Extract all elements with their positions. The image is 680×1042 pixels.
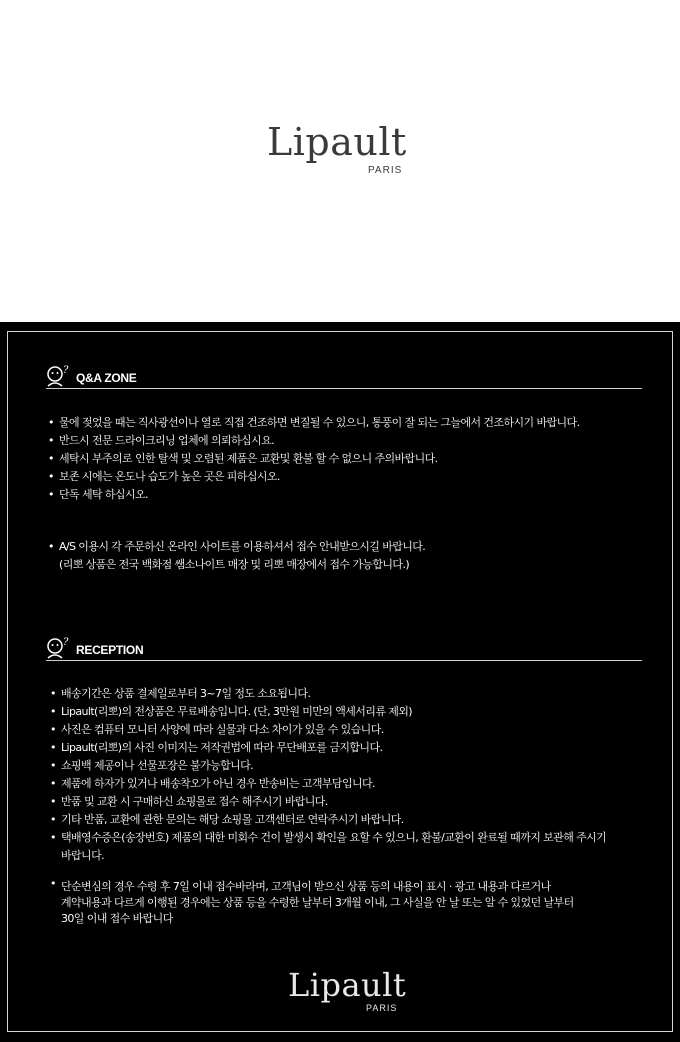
reception-item: • 사진은 컴퓨터 모니터 사양에 따라 실물과 다소 차이가 있을 수 있습니다. <box>50 723 384 736</box>
qa-item: • 물에 젖었을 때는 직사광선이나 열로 직접 건조하면 변질될 수 있으니, 통풍이 잘 되는 그늘에서 건조하시기 바랍니다. <box>48 416 580 429</box>
refund-notice-cont: 30일 이내 접수 바랍니다 <box>61 912 173 925</box>
help-person-icon <box>46 364 72 388</box>
reception-title: RECEPTION <box>76 643 144 657</box>
qa-item: • 단독 세탁 하십시오. <box>48 488 148 501</box>
qa-header <box>46 366 642 389</box>
brand-sub-footer: PARIS <box>366 1003 398 1013</box>
reception-item: • Lipault(리뽀)의 전상품은 무료배송입니다. (단, 3만원 미만의 액세서리류 제외) <box>50 705 412 718</box>
refund-notice: • 단순변심의 경우 수령 후 7일 이내 접수바라며, 고객님이 받으신 상품 등의 내용이 표시 · 광고 내용과 다르거나 <box>50 877 551 893</box>
brand-logo-footer: Lipault <box>288 966 407 1004</box>
reception-item: • 쇼핑백 제공이나 선물포장은 불가능합니다. <box>50 759 254 772</box>
reception-item: • 배송기간은 상품 결제일로부터 3~7일 정도 소요됩니다. <box>50 687 311 700</box>
reception-item: • 기타 반품, 교환에 관한 문의는 해당 쇼핑몰 고객센터로 연락주시기 바랍니다. <box>50 813 404 826</box>
brand-sub: PARIS <box>368 165 403 176</box>
qa-item: • 반드시 전문 드라이크리닝 업체에 의뢰하십시요. <box>48 434 275 447</box>
reception-item: • 택배영수증은(송장번호) 제품의 대한 미회수 건이 발생시 확인을 요할 수 있으니, 환불/교환이 완료될 때까지 보관해 주시기 <box>50 831 607 844</box>
header-area <box>0 0 680 322</box>
info-panel <box>0 322 680 1042</box>
help-person-icon <box>46 636 72 660</box>
svg-text:?: ? <box>63 637 69 648</box>
qa-item: • 보존 시에는 온도나 습도가 높은 곳은 피하십시오. <box>48 470 280 483</box>
reception-item: • 반품 및 교환 시 구매하신 쇼핑몰로 접수 해주시기 바랍니다. <box>50 795 328 808</box>
refund-notice-cont: 계약내용과 다르게 이행된 경우에는 상품 등을 수령한 날부터 3개월 이내, 그 사실을 안 날 또는 알 수 있었던 날부터 <box>61 896 574 909</box>
reception-item: • Lipault(리뽀)의 사진 이미지는 저작권법에 따라 무단배포를 금지합니다. <box>50 741 383 754</box>
qa-item: • 세탁시 부주의로 인한 탈색 및 오렴된 제품은 교환및 환불 할 수 없으니 주의바랍니다. <box>48 452 438 465</box>
brand-logo: Lipault <box>267 120 407 164</box>
reception-item: • 제품에 하자가 있거나 배송착오가 아닌 경우 반송비는 고객부담입니다. <box>50 777 375 790</box>
svg-text:?: ? <box>63 365 69 376</box>
reception-header <box>46 638 642 661</box>
qa-title: Q&A ZONE <box>76 371 137 385</box>
as-notice-detail: (리뽀 상품은 전국 백화점 쌤소나이트 매장 및 리뽀 매장에서 접수 가능합니다.) <box>59 558 410 571</box>
as-notice: • A/S 이용시 각 주문하신 온라인 사이트를 이용하셔서 접수 안내받으시길 바랍니다. <box>48 540 426 553</box>
reception-item-cont: 바랍니다. <box>61 849 105 862</box>
